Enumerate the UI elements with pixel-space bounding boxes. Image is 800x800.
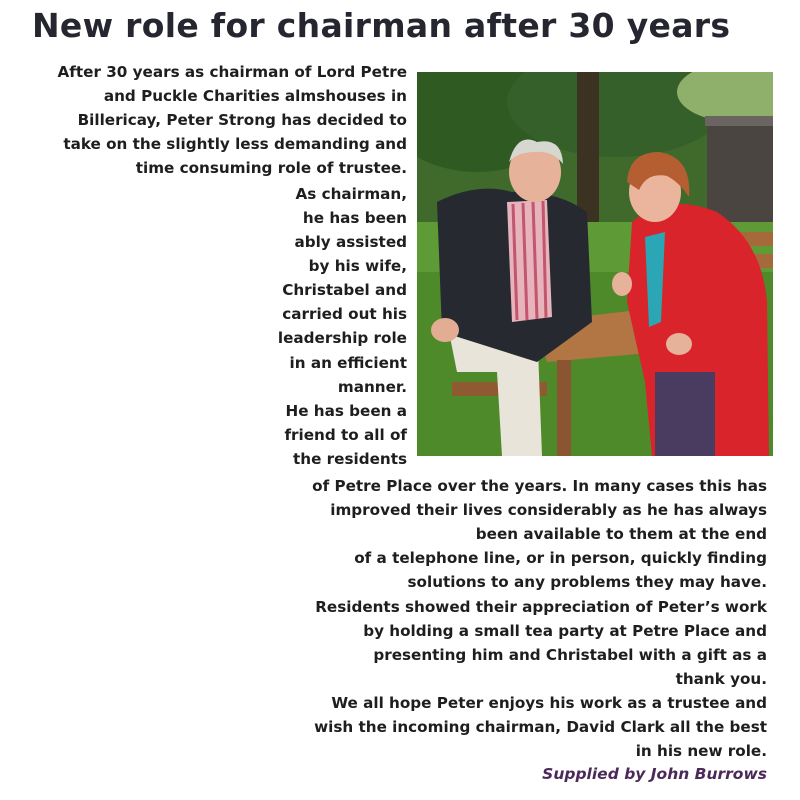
- article-body-line: of a telephone line, or in person, quickly finding: [354, 549, 767, 567]
- article-body-line: ably assisted: [294, 233, 407, 251]
- article-body-line: Christabel and: [282, 281, 407, 299]
- article-body-line: and Puckle Charities almshouses in: [103, 87, 407, 105]
- article-body-line: thank you.: [675, 670, 767, 688]
- article-body-line: by his wife,: [308, 257, 407, 275]
- photo-credit: Supplied by John Burrows: [542, 765, 767, 783]
- article-body-line: by holding a small tea party at Petre Place and: [363, 622, 767, 640]
- article-body-line: After 30 years as chairman of Lord Petre: [57, 63, 407, 81]
- article-body-line: the residents: [293, 450, 407, 468]
- article-body-line: he has been: [302, 209, 407, 227]
- article-body-line: leadership role: [277, 329, 407, 347]
- article-body-line: We all hope Peter enjoys his work as a trustee and: [331, 694, 767, 712]
- article-photo: [417, 72, 773, 456]
- article-body-line: friend to all of: [284, 426, 407, 444]
- article-body-line: carried out his: [282, 305, 407, 323]
- article-body-line: improved their lives considerably as he has always: [330, 501, 767, 519]
- couple-on-bench-illustration: [417, 72, 773, 456]
- article-body-line: Residents showed their appreciation of Peter’s work: [315, 598, 767, 616]
- article-body-line: Billericay, Peter Strong has decided to: [77, 111, 407, 129]
- article-body-line: He has been a: [285, 402, 407, 420]
- article-headline: New role for chairman after 30 years: [32, 6, 731, 45]
- article-body-line: wish the incoming chairman, David Clark all the best: [314, 718, 767, 736]
- article-body-line: manner.: [337, 378, 407, 396]
- article-body-line: in his new role.: [635, 742, 767, 760]
- article-body-line: As chairman,: [295, 185, 407, 203]
- article-body-line: been available to them at the end: [475, 525, 767, 543]
- article-body-line: in an efficient: [289, 354, 407, 372]
- article-body-line: of Petre Place over the years. In many cases this has: [312, 477, 767, 495]
- article-body-line: presenting him and Christabel with a gift as a: [373, 646, 767, 664]
- article-body-line: solutions to any problems they may have.: [407, 573, 767, 591]
- article-body-line: take on the slightly less demanding and: [63, 135, 407, 153]
- article-body-line: time consuming role of trustee.: [135, 159, 407, 177]
